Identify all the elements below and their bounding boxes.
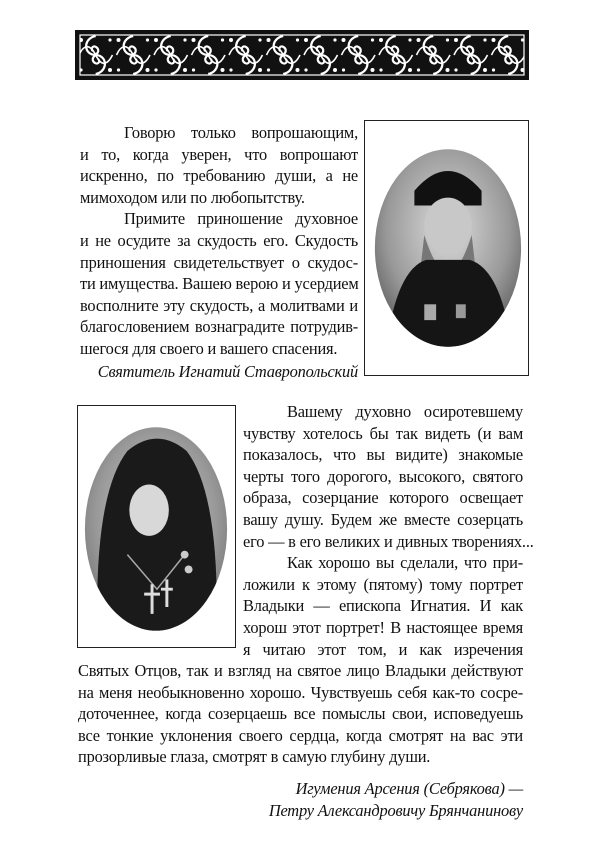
portrait-image [78,406,235,647]
text-line: чувству хотелось бы так видеть (и вам [243,423,523,443]
signature-arsenia-recipient: Петру Александровичу Брянчанинову [268,800,523,820]
text-line: Говорю только вопрошающим, [124,123,358,142]
text-line: Примите приношение духовное [124,209,358,229]
text-line: шегося для своего и вашего спасения. [80,338,338,358]
text-line: приношения свидетельствует о скудос- [80,252,358,272]
text-line: образа, созерцание которого освещает [243,488,523,508]
text-line: ти имущества. Вашею верою и усердием [80,274,359,294]
text-line: Вашему духовно осиротевшему [287,402,523,421]
quote-arsenia [243,401,534,660]
text-line: все тонкие уклонения своего сердца, когда смотрят на вас эти [78,725,523,745]
text-line: Святых Отцов, так и взгляд на святое лицо Владыки действуют [78,661,523,680]
decorative-ornament-band [75,30,529,80]
signature-ignatius: Святитель Игнатий Ставропольский [97,361,358,381]
text-line: на меня необыкновенно хорошо. Чувствуешь себя как-то сосре- [78,682,523,702]
text-line: и не осудите за скудость его. Скудость [80,230,358,250]
text-line: я читаю этот том, и как изречения [243,639,523,659]
quote-ignatius [80,122,358,382]
text-line: ложили к этому (пятому) тому портрет [243,574,523,594]
text-line: благословением вознаградите потрудив- [80,317,358,337]
text-line: показалось, что вы видите) знакомые [243,445,523,465]
text-line: и то, когда уверен, что вопрошают [80,144,358,164]
text-line: Как хорошо вы сделали, что при- [287,553,523,573]
quote-arsenia-continued [78,660,523,821]
text-line: восполните эту скудость, а молитвами и [80,295,358,315]
text-line: доточеннее, когда созерцаешь все помыслы свои, исповедуешь [78,704,523,724]
text-line: хорош этот портрет! В настоящее время [243,617,523,637]
text-line: мимоходом или по любопытству. [80,187,305,207]
text-line: черты того дорогого, высокого, святого [243,466,523,486]
portrait-bishop-ignatius [364,120,529,376]
text-line: его — в его великих и дивных творениях... [243,531,534,551]
portrait-abbess-arsenia [77,405,236,648]
text-line: прозорливые глаза, смотрят в самую глубину души. [78,747,431,767]
portrait-image [365,121,528,375]
text-line: Владыки — епископа Игнатия. И как [243,596,523,616]
text-line: искренно, по требованию души, а не [80,166,358,186]
text-line: вашу душу. Будем же вместе созерцать [243,509,523,529]
floral-ornament-icon [77,32,527,78]
signature-arsenia: Игумения Арсения (Себрякова) — [295,778,523,798]
